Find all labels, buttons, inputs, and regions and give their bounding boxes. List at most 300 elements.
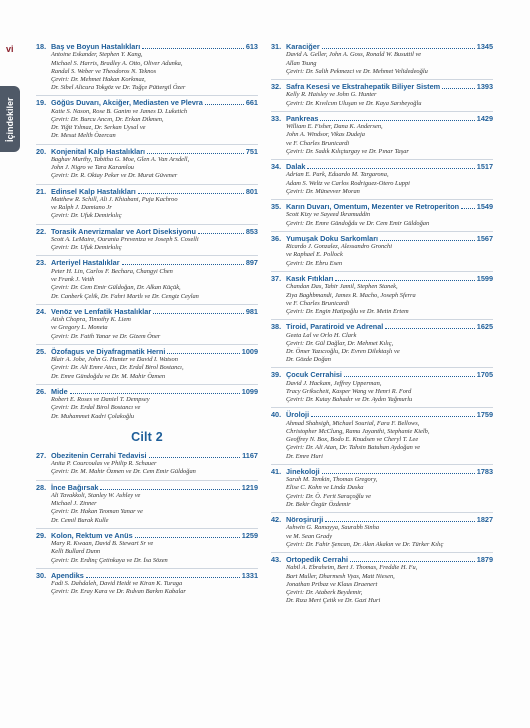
entry-divider — [36, 224, 258, 225]
chapter-credits — [36, 156, 258, 181]
chapter-page-number: 1429 — [476, 113, 493, 123]
chapter-page-number: 1167 — [242, 450, 258, 460]
chapter-title-wrap — [286, 410, 477, 419]
credit-line: Anita P. Courcoulas ve Philip R. Schauer — [51, 460, 157, 468]
chapter-credits — [36, 460, 258, 476]
credit-line: ve Gregory L. Moneta — [51, 324, 108, 332]
credit-line: Nabil A. Ebraheim, Bert J. Thomas, Freddie H. Fu, — [286, 564, 418, 572]
chapter-page-number: 1219 — [241, 482, 258, 492]
toc-entry[interactable] — [271, 410, 493, 460]
chapter-credits — [36, 580, 258, 596]
toc-entry[interactable] — [271, 467, 493, 509]
chapter-number: 21. — [36, 186, 47, 196]
credit-line: Dr. Ömer Yazıcıoğlu, Dr. Evren Dilektaşlı ve — [286, 347, 400, 355]
chapter-title-wrap — [51, 307, 246, 316]
chapter-title-wrap — [286, 82, 477, 91]
credit-line: Kelly R. Haisley ve John G. Hunter — [286, 91, 377, 99]
dot-leader — [322, 467, 475, 474]
cilt-2-heading: Cilt 2 — [131, 429, 163, 444]
chapter-title-wrap — [51, 147, 246, 156]
chapter-title-wrap — [286, 42, 477, 51]
dot-leader — [70, 387, 240, 394]
credit-line: Çeviri: Dr. Emre Gündoğdu ve Dr. Cem Emir Güldoğan — [286, 219, 430, 227]
chapter-title[interactable]: Yumuşak Doku Sarkomları — [286, 233, 379, 243]
chapter-page-number: 1625 — [476, 322, 493, 332]
chapter-heading[interactable] — [271, 202, 493, 211]
chapter-credits — [271, 243, 493, 268]
credit-line: Çeviri: Dr. Fatih Yanar ve Dr. Gizem Öner — [51, 332, 161, 340]
toc-entry[interactable] — [36, 387, 258, 421]
chapter-heading[interactable] — [271, 555, 493, 564]
chapter-title[interactable]: Üroloji — [286, 410, 310, 420]
credit-line: Çeviri: Dr. Münevver Moran — [286, 187, 360, 195]
chapter-heading[interactable] — [36, 42, 258, 51]
credit-line: Dr. Yiğit Yılmaz, Dr. Serkan Uysal ve — [51, 124, 146, 132]
dot-leader — [122, 258, 244, 265]
chapter-number: 42. — [271, 514, 282, 524]
chapter-credits — [271, 332, 493, 365]
credit-line: Çeviri: Dr. Salih Pekmezci ve Dr. Mehmet Velidedeoğlu — [286, 67, 428, 75]
chapter-page-number: 897 — [245, 258, 258, 268]
credit-line: ve Frank J. Veith — [51, 276, 95, 284]
toc-entry[interactable] — [271, 114, 493, 156]
chapter-title-wrap — [286, 202, 477, 211]
entry-divider — [271, 271, 493, 272]
credit-line: Çeviri: Dr. Gül Dağlar, Dr. Mehmet Kılıç, — [286, 339, 394, 347]
credit-line: Çeviri: Dr. Engin Hatipoğlu ve Dr. Metin Ertem — [286, 307, 409, 315]
credit-line: Çeviri: Dr. Ufuk Demirkılıç — [51, 244, 122, 252]
chapter-heading[interactable] — [36, 451, 258, 460]
chapter-title-wrap — [51, 387, 242, 396]
chapter-credits — [36, 236, 258, 252]
chapter-title[interactable]: İnce Bağırsak — [51, 482, 99, 492]
credit-line: Dr. Gözde Doğan — [286, 356, 331, 364]
chapter-page-number: 1549 — [476, 202, 493, 212]
entry-divider — [36, 184, 258, 185]
toc-entry[interactable] — [271, 234, 493, 268]
chapter-number: 41. — [271, 466, 282, 476]
chapter-page-number: 1759 — [476, 410, 493, 420]
chapter-credits — [36, 196, 258, 221]
chapter-title[interactable]: Çocuk Cerrahisi — [286, 370, 342, 380]
entry-divider — [271, 199, 493, 200]
dot-leader — [335, 274, 474, 281]
credit-line: Ashwin G. Ramayya, Saurabh Sinha — [286, 524, 380, 532]
chapter-page-number: 613 — [245, 42, 258, 51]
dot-leader — [322, 42, 475, 49]
chapter-number: 33. — [271, 113, 282, 123]
entry-divider — [271, 552, 493, 553]
entry-divider — [36, 95, 258, 96]
side-tab-label: İçindekiler — [5, 97, 15, 142]
chapter-page-number: 981 — [245, 306, 258, 316]
credit-line: Ricardo J. Gonzalez, Alessandro Gronchi — [286, 243, 393, 251]
chapter-title[interactable]: Pankreas — [286, 113, 319, 123]
chapter-heading[interactable] — [36, 387, 258, 396]
chapter-title[interactable]: Obezitenin Cerrahi Tedavisi — [51, 450, 147, 460]
chapter-page-number: 1517 — [476, 162, 493, 172]
chapter-title-wrap — [51, 571, 242, 580]
chapter-title-wrap — [51, 451, 242, 460]
entry-divider — [36, 384, 258, 385]
chapter-page-number: 1879 — [476, 555, 493, 564]
chapter-title[interactable]: Göğüs Duvarı, Akciğer, Mediasten ve Plevra — [51, 98, 203, 108]
chapter-number: 30. — [36, 570, 47, 580]
chapter-heading[interactable] — [271, 370, 493, 379]
toc-entry[interactable] — [36, 42, 258, 92]
chapter-title[interactable]: Dalak — [286, 162, 306, 172]
credit-line: Çeviri: Dr. Burcu Ancın, Dr. Erkan Dikmen, — [51, 116, 164, 124]
chapter-title[interactable]: Kasık Fıtıkları — [286, 273, 334, 283]
credit-line: Çeviri: Dr. Erdal Birol Bostancı ve — [51, 404, 141, 412]
chapter-heading[interactable] — [271, 515, 493, 524]
credit-line: Elise C. Kohn ve Linda Duska — [286, 484, 364, 492]
entry-divider — [271, 79, 493, 80]
toc-entry[interactable] — [36, 258, 258, 300]
credit-line: Çeviri: Dr. Ali Emre Atıcı, Dr. Erdal Birol Bostancı, — [51, 364, 184, 372]
toc-entry[interactable] — [271, 322, 493, 364]
chapter-page-number: 1009 — [241, 346, 258, 356]
dot-leader — [86, 571, 240, 578]
entry-divider — [36, 528, 258, 529]
chapter-title-wrap — [286, 467, 477, 476]
chapter-heading[interactable] — [36, 258, 258, 267]
toc-left-column — [36, 42, 258, 600]
credit-line: Çeviri: Dr. Cem Emir Güldoğan, Dr. Alkan Küçük, — [51, 284, 181, 292]
credit-line: Baghav Murthy, Tabitha G. Moe, Glen A. Van Arsdell, — [51, 156, 190, 164]
chapter-heading[interactable] — [271, 410, 493, 419]
credit-line: Bart Muller, Dharmesh Vyas, Matt Niesen, — [286, 572, 395, 580]
chapter-heading[interactable] — [36, 483, 258, 492]
chapter-page-number: 1331 — [241, 570, 258, 580]
chapter-title-wrap — [51, 258, 246, 267]
chapter-title[interactable]: Torasik Anevrizmalar ve Aort Diseksiyonu — [51, 226, 196, 236]
chapter-title-wrap — [286, 322, 477, 331]
credit-line: Dr. Mesut Melih Özercan — [51, 132, 116, 140]
credit-line: Çeviri: Dr. Ufuk Demirkılıç — [51, 212, 122, 220]
toc-list-cilt2 — [36, 451, 258, 597]
chapter-heading[interactable] — [271, 82, 493, 91]
credit-line: Çeviri: Dr. Ataberk Beydemir, — [286, 589, 363, 597]
chapter-credits — [36, 492, 258, 525]
chapter-page-number: 661 — [245, 98, 258, 108]
chapter-page-number: 751 — [245, 146, 258, 156]
chapter-heading[interactable] — [36, 227, 258, 236]
credit-line: Dr. Muhammet Kadri Çolakoğlu — [51, 412, 135, 420]
toc-entry[interactable] — [271, 42, 493, 76]
chapter-number: 19. — [36, 98, 47, 108]
credit-line: Dr. Emre Gündoğdu ve Dr. M. Mahir Özmen — [51, 372, 166, 380]
credit-line: Çeviri: Dr. Ebru Esen — [286, 259, 343, 267]
chapter-credits — [271, 123, 493, 156]
dot-leader — [442, 82, 475, 89]
chapter-credits — [36, 51, 258, 92]
chapter-credits — [36, 316, 258, 341]
chapter-title[interactable]: Ortopedik Cerrahi — [286, 555, 349, 564]
entry-divider — [271, 319, 493, 320]
credit-line: Adrian E. Park, Eduardo M. Targarona, — [286, 171, 389, 179]
chapter-title[interactable]: Mide — [51, 386, 68, 396]
chapter-title[interactable]: Tiroid, Paratiroid ve Adrenal — [286, 322, 384, 332]
credit-line: Dr. Rıza Mert Çetik ve Dr. Gazi Huri — [286, 597, 381, 605]
dot-leader — [311, 410, 475, 417]
credit-line: Çeviri: Dr. Erdinç Çetinkaya ve Dr. İsa Sözen — [51, 556, 168, 564]
toc-entry[interactable] — [271, 202, 493, 228]
dot-leader — [307, 162, 474, 169]
chapter-heading[interactable] — [271, 274, 493, 283]
credit-line: Dr. Bekir Özgür Özdemir — [286, 500, 351, 508]
dot-leader — [153, 307, 244, 314]
chapter-credits — [36, 396, 258, 421]
toc-entry[interactable] — [36, 98, 258, 140]
chapter-page-number: 1783 — [476, 466, 493, 476]
credit-line: Çeviri: Dr. Ö. Ferit Saraçoğlu ve — [286, 492, 372, 500]
credit-line: John J. Nigro ve Tara Karamlou — [51, 164, 134, 172]
chapter-number: 26. — [36, 386, 47, 396]
chapter-number: 27. — [36, 450, 47, 460]
credit-line: Fadi S. Dahdaleh, David Heidt ve Kiran K. Turaga — [51, 580, 183, 588]
credit-line: Scott Kizy ve Sayeed Ikramuddin — [286, 211, 371, 219]
chapter-title[interactable]: Apendiks — [51, 570, 84, 580]
credit-line: Michael J. Zinner — [51, 500, 97, 508]
credit-line: Çeviri: Dr. Mehmet Hakan Korkmaz, — [51, 76, 146, 84]
credit-line: Sarah M. Temkin, Thomas Gregory, — [286, 476, 378, 484]
chapter-title-wrap — [286, 162, 477, 171]
entry-divider — [36, 255, 258, 256]
entry-divider — [36, 344, 258, 345]
toc-entry[interactable] — [271, 82, 493, 108]
credit-line: Geeta Lal ve Orlo H. Clark — [286, 331, 357, 339]
credit-line: Ahmad Shabsigh, Michael Sourial, Fara F. Bellows, — [286, 419, 420, 427]
dot-leader — [205, 98, 244, 105]
credit-line: Robert E. Roses ve Daniel T. Dempsey — [51, 396, 150, 404]
chapter-page-number: 1345 — [476, 42, 493, 51]
toc-entry[interactable] — [271, 555, 493, 605]
toc-entry[interactable] — [36, 307, 258, 341]
chapter-title[interactable]: Arteriyel Hastalıklar — [51, 258, 120, 268]
toc-entry[interactable] — [36, 451, 258, 477]
chapter-title-wrap — [286, 114, 477, 123]
dot-leader — [147, 147, 244, 154]
chapter-number: 43. — [271, 555, 282, 564]
credit-line: Çeviri: Dr. Ali Atan, Dr. Tahsin Batuhan Aydoğan ve — [286, 444, 421, 452]
credit-line: Michael S. Harris, Bradley A. Otto, Oliver Adunka, — [51, 59, 183, 67]
chapter-number: 24. — [36, 306, 47, 316]
chapter-title-wrap — [286, 274, 477, 283]
toc-entry[interactable] — [36, 147, 258, 181]
toc-entry[interactable] — [271, 370, 493, 404]
chapter-title[interactable]: Baş ve Boyun Hastalıkları — [51, 42, 141, 51]
chapter-number: 20. — [36, 146, 47, 156]
chapter-number: 34. — [271, 162, 282, 172]
credit-line: Randal S. Weber ve Theodoros N. Teknos — [51, 67, 157, 75]
entry-divider — [36, 144, 258, 145]
chapter-heading[interactable] — [36, 98, 258, 107]
chapter-heading[interactable] — [271, 162, 493, 171]
credit-line: David J. Hackam, Jeffrey Upperman, — [286, 379, 382, 387]
credit-line: Çeviri: Dr. Hakan Teoman Yanar ve — [51, 508, 143, 516]
chapter-page-number: 1599 — [476, 273, 493, 283]
credit-line: Scott A. LeMaire, Ourania Preventza ve Joseph S. Coselli — [51, 236, 199, 244]
chapter-title-wrap — [51, 42, 246, 51]
chapter-page-number: 853 — [245, 226, 258, 236]
credit-line: Tracy Grikscheit, Kasper Wang ve Henri R. Ford — [286, 387, 412, 395]
chapter-heading[interactable] — [36, 147, 258, 156]
chapter-title-wrap — [286, 555, 477, 564]
chapter-heading[interactable] — [271, 234, 493, 243]
chapter-credits — [271, 211, 493, 227]
chapter-title[interactable]: Karın Duvarı, Omentum, Mezenter ve Retroperiton — [286, 202, 460, 212]
credit-line: Çeviri: Dr. R. Oktay Peker ve Dr. Murat Güvener — [51, 172, 178, 180]
toc-entry[interactable] — [36, 483, 258, 525]
chapter-title[interactable]: Edinsel Kalp Hastalıkları — [51, 186, 136, 196]
chapter-title-wrap — [51, 483, 242, 492]
toc-list-right — [271, 42, 493, 605]
credit-line: Çeviri: Dr. Kutay Bahadır ve Dr. Aydın Yağmurlu — [286, 396, 413, 404]
chapter-number: 31. — [271, 42, 282, 51]
credit-line: ve Ralph J. Damiano Jr — [51, 204, 112, 212]
toc-entry[interactable] — [36, 227, 258, 253]
entry-divider — [36, 304, 258, 305]
chapter-credits — [36, 268, 258, 301]
dot-leader — [149, 451, 241, 458]
chapter-page-number: 1393 — [476, 82, 493, 92]
credit-line: Ali Tavakkoli, Stanley W. Ashley ve — [51, 491, 141, 499]
credit-line: ve F. Charles Brunicardi — [286, 139, 350, 147]
chapter-title[interactable]: Jinekoloji — [286, 466, 320, 476]
credit-line: Antoine Eskander, Stephen Y. Kang, — [51, 51, 143, 59]
credit-line: ve M. Sean Grady — [286, 532, 333, 540]
credit-line: Chandan Das, Tahir Jamil, Stephen Stanek, — [286, 283, 398, 291]
chapter-page-number: 1567 — [476, 233, 493, 243]
credit-line: Ziya Baghbmandi, James R. Macho, Joseph Sferra — [286, 291, 416, 299]
chapter-title[interactable]: Venöz ve Lenfatik Hastalıklar — [51, 306, 152, 316]
entry-divider — [271, 367, 493, 368]
chapter-page-number: 1705 — [476, 370, 493, 380]
credit-line: John A. Windsor, Vikas Dudeja — [286, 131, 365, 139]
credit-line: Geoffrey N. Box, Bodo E. Knudsen ve Cheryl T. Lee — [286, 436, 419, 444]
chapter-credits — [36, 108, 258, 141]
credit-line: Adam S. Weltz ve Carlos Rodriguez-Otero Luppi — [286, 179, 410, 187]
chapter-credits — [271, 51, 493, 76]
dot-leader — [135, 531, 240, 538]
chapter-title-wrap — [51, 98, 246, 107]
credit-line: Çeviri: Dr. M. Mahir Özmen ve Dr. Cem Emir Güldoğan — [51, 468, 196, 476]
dot-leader — [344, 370, 475, 377]
credit-line: Peter H. Lin, Carlos F. Bechara, Changyi Chen — [51, 267, 173, 275]
credit-line: Christopher McClung, Ramu Jayanthi, Stephanie Kielb, — [286, 427, 430, 435]
toc-entry[interactable] — [36, 571, 258, 597]
entry-divider — [271, 111, 493, 112]
credit-line: Allan Tsung — [286, 59, 317, 67]
chapter-credits — [271, 420, 493, 461]
chapter-page-number: 1099 — [241, 386, 258, 396]
chapter-number: 28. — [36, 482, 47, 492]
dot-leader — [385, 322, 474, 329]
chapter-title[interactable]: Karaciğer — [286, 42, 320, 51]
toc-list-cilt1 — [36, 42, 258, 421]
toc-right-column — [271, 42, 493, 608]
dot-leader — [100, 483, 239, 490]
chapter-credits — [36, 540, 258, 565]
toc-entry[interactable] — [271, 274, 493, 316]
dot-leader — [461, 202, 475, 209]
page-number: vi — [6, 44, 14, 54]
chapter-title-wrap — [51, 227, 246, 236]
chapter-number: 40. — [271, 410, 282, 420]
chapter-number: 35. — [271, 202, 282, 212]
chapter-title-wrap — [51, 531, 242, 540]
chapter-title-wrap — [286, 515, 477, 524]
chapter-credits — [271, 91, 493, 107]
credit-line: Dr. Emre Huri — [286, 452, 323, 460]
credit-line: Çeviri: Dr. Eray Kara ve Dr. Rıdvan Barkın Kabalar — [51, 588, 186, 596]
chapter-title[interactable]: Konjenital Kalp Hastalıkları — [51, 146, 146, 156]
toc-entry[interactable] — [271, 162, 493, 196]
entry-divider — [271, 407, 493, 408]
chapter-credits — [271, 283, 493, 316]
credit-line: ve F. Charles Brunicardi — [286, 299, 350, 307]
chapter-heading[interactable] — [36, 531, 258, 540]
chapter-title[interactable]: Safra Kesesi ve Ekstrahepatik Biliyer Sistem — [286, 82, 441, 92]
toc-entry[interactable] — [36, 187, 258, 221]
dot-leader — [350, 555, 475, 562]
dot-leader — [380, 234, 475, 241]
credit-line: Çeviri: Dr. Kıvılcım Uluşan ve Dr. Kaya Sarıbeyoğlu — [286, 99, 422, 107]
chapter-page-number: 1827 — [476, 514, 493, 524]
chapter-title[interactable]: Nöroşirurji — [286, 514, 324, 524]
credit-line: Katie S. Nason, Rose B. Ganim ve James D. Luketich — [51, 107, 188, 115]
toc-entry[interactable] — [271, 515, 493, 549]
chapter-title-wrap — [51, 187, 246, 196]
chapter-title[interactable]: Kolon, Rektum ve Anüs — [51, 530, 133, 540]
chapter-number: 18. — [36, 42, 47, 51]
credit-line: Mary R. Kwaan, David B. Stewart Sr ve — [51, 540, 154, 548]
toc-entry[interactable] — [36, 531, 258, 565]
chapter-heading[interactable] — [271, 467, 493, 476]
credit-line: David A. Geller, John A. Goss, Ronald W. Busuttil ve — [286, 51, 422, 59]
chapter-title-wrap — [51, 347, 242, 356]
chapter-heading[interactable] — [36, 307, 258, 316]
dot-leader — [142, 42, 244, 49]
chapter-heading[interactable] — [36, 571, 258, 580]
dot-leader — [198, 227, 244, 234]
entry-divider — [36, 568, 258, 569]
chapter-title[interactable]: Özofagus ve Diyafragmatik Herni — [51, 346, 166, 356]
chapter-heading[interactable] — [271, 42, 493, 51]
chapter-number: 23. — [36, 258, 47, 268]
chapter-title-wrap — [286, 234, 477, 243]
credit-line: Matthew R. Schill, Ali J. Khiabani, Puja Kachroo — [51, 196, 178, 204]
chapter-heading[interactable] — [36, 347, 258, 356]
entry-divider — [271, 464, 493, 465]
chapter-credits — [271, 380, 493, 405]
chapter-page-number: 1259 — [241, 530, 258, 540]
chapter-number: 29. — [36, 530, 47, 540]
chapter-credits — [271, 476, 493, 509]
chapter-heading[interactable] — [271, 322, 493, 331]
chapter-credits — [271, 524, 493, 549]
chapter-heading[interactable] — [36, 187, 258, 196]
dot-leader — [325, 515, 474, 522]
credit-line: Atish Chopra, Timothy K. Liem — [51, 316, 131, 324]
chapter-heading[interactable] — [271, 114, 493, 123]
chapter-number: 25. — [36, 346, 47, 356]
dot-leader — [138, 187, 244, 194]
chapter-number: 32. — [271, 82, 282, 92]
toc-entry[interactable] — [36, 347, 258, 381]
entry-divider — [271, 159, 493, 160]
